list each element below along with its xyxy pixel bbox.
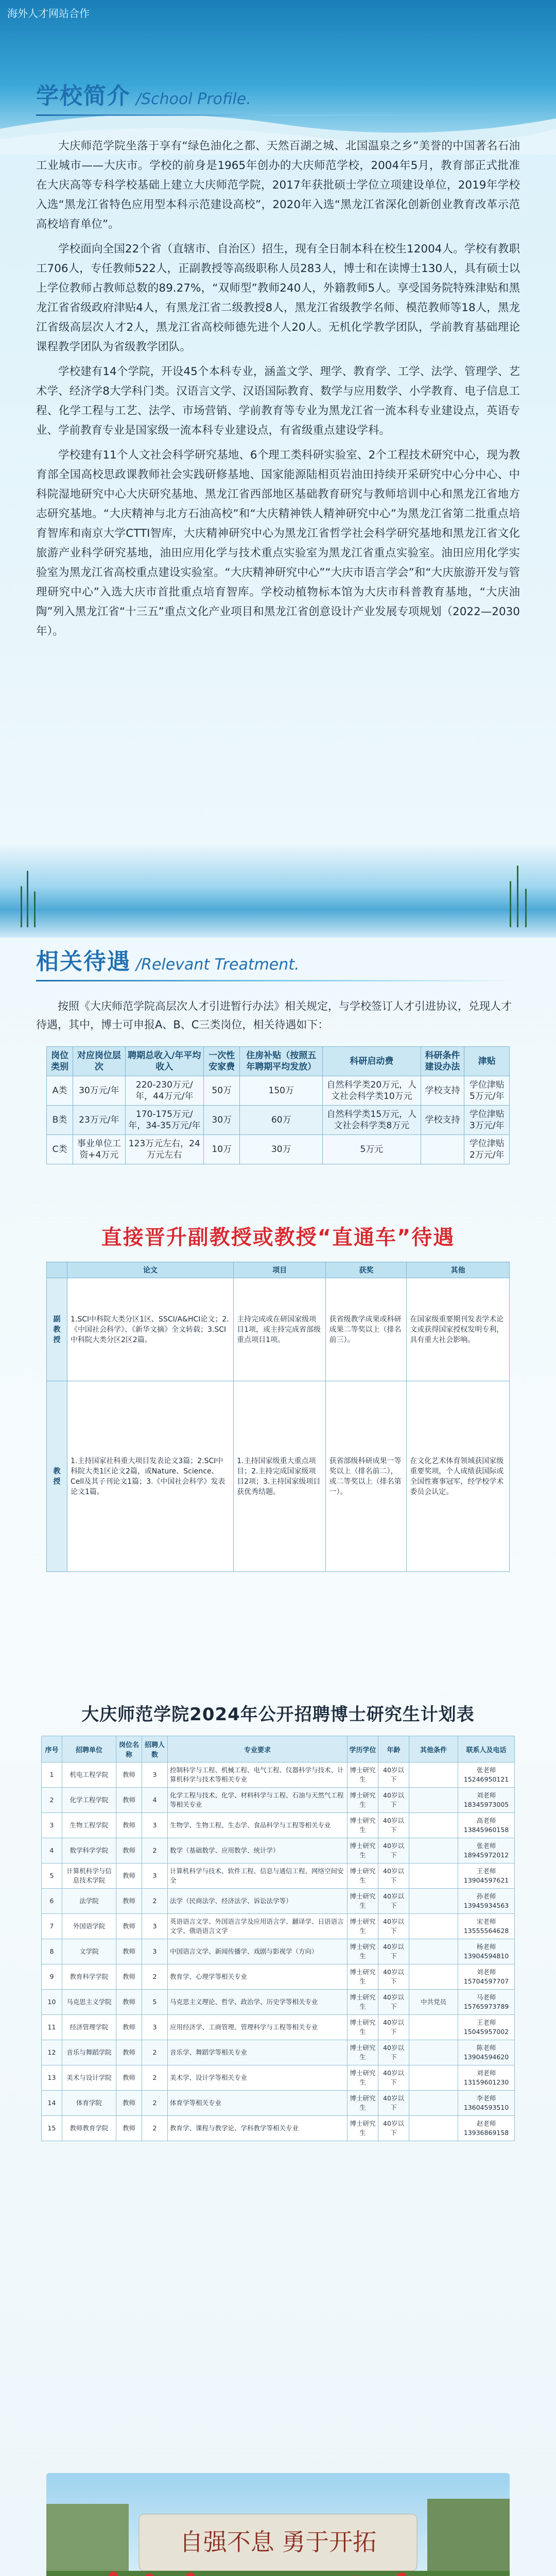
table-cell: 5 <box>142 1990 168 2015</box>
table-cell: 赵老师 13936869158 <box>458 2116 515 2141</box>
table-cell: 博士研究生 <box>348 2065 378 2091</box>
table-row <box>42 1762 515 1788</box>
table-cell: 生物学、生物工程、生态学、食品科学与工程等相关专业 <box>168 1813 348 1838</box>
table-header: 科研条件建设办法 <box>421 1047 464 1076</box>
table-header: 项目 <box>234 1262 326 1278</box>
table-header: 岗位类别 <box>47 1047 73 1076</box>
table-header: 论文 <box>67 1262 234 1278</box>
table-cell: 计算机科学与技术、软件工程、信息与通信工程、网络空间安全 <box>168 1863 348 1889</box>
table-cell: 音乐学、舞蹈学等相关专业 <box>168 2040 348 2065</box>
table-cell: 教师 <box>116 1813 142 1838</box>
table-cell: 2 <box>42 1788 62 1813</box>
table-cell: 170-175万元/年，34-35万元/年 <box>125 1106 204 1135</box>
table-cell <box>409 1964 458 1990</box>
table-row <box>47 1135 510 1164</box>
table-cell: 220-230万元/年，44万元/年 <box>125 1076 204 1106</box>
table-cell: 博士研究生 <box>348 2091 378 2116</box>
profile-paragraph: 学校面向全国22个省（直辖市、自治区）招生，现有全日制本科在校生12004人。学校有教职工706人，专任教师522人，正副教授等高级职称人员283人，博士和在读博士130人，具有硕士以上学位教师占教师总数的89.27%，“双师型”教师240人，外籍教师5人。享受国务院特殊津贴和黑龙江省省级政府津贴4人，有黑龙江省二级教授8人，黑龙江省级教学名师、模范教师等18人，黑龙江省级高层次人才2人，黑龙江省高校师德先进个人20人。无机化学教学团队，学前教育基础理论课程教学团队为省级教学团队。 <box>36 243 520 353</box>
table-cell: 15 <box>42 2116 62 2141</box>
table-cell: 高老师 13845960158 <box>458 1813 515 1838</box>
table-cell: 教师 <box>116 2015 142 2040</box>
table-cell: 学校支持 <box>421 1106 464 1135</box>
table-cell: 14 <box>42 2091 62 2116</box>
table-cell: 生物工程学院 <box>62 1813 116 1838</box>
table-cell: 1.主持国家社科重大项目发表论文3篇；2.SCI中科院大类1区论文2篇，或Nature、Science、Cell及其子刊论文1篇；3.《中国社会科学》发表论文1篇。 <box>67 1381 234 1572</box>
table-cell: 数学科学学院 <box>62 1838 116 1863</box>
table-cell: 教师 <box>116 1788 142 1813</box>
table-cell: 2 <box>142 2116 168 2141</box>
table-cell: 学位津贴2万元/年 <box>464 1135 510 1164</box>
table-cell: 40岁以下 <box>378 1939 409 1964</box>
table-cell: 马老师 15765973789 <box>458 1990 515 2015</box>
table-cell: 40岁以下 <box>378 2015 409 2040</box>
table-cell: 4 <box>42 1838 62 1863</box>
table-cell: 美术学、设计学等相关专业 <box>168 2065 348 2091</box>
table-cell: 40岁以下 <box>378 2091 409 2116</box>
table-cell: 应用经济学、工商管理、管理科学与工程等相关专业 <box>168 2015 348 2040</box>
table-cell: 法学院 <box>62 1889 116 1914</box>
table-cell <box>409 2015 458 2040</box>
table-cell <box>409 1939 458 1964</box>
table-cell: 中共党员 <box>409 1990 458 2015</box>
table-cell: 40岁以下 <box>378 1964 409 1990</box>
table-cell: 6 <box>42 1889 62 1914</box>
heading-underline <box>36 114 520 116</box>
table-cell: 博士研究生 <box>348 2116 378 2141</box>
table-cell: 王老师 13904597621 <box>458 1863 515 1889</box>
table-cell: 1.SCI中科院大类分区1区、SSCI/A&HCI论文；2.《中国社会科学》、《新华文摘》全文转载；3.SCI中科院大类分区2区2篇。 <box>67 1278 234 1381</box>
header-caption: 海外人才网站合作 <box>7 7 90 20</box>
table-cell: 陈老师 13904594620 <box>458 2040 515 2065</box>
treatment-title-zh: 相关待遇 <box>36 948 131 975</box>
table-cell: 博士研究生 <box>348 1914 378 1939</box>
table-cell: 40岁以下 <box>378 2065 409 2091</box>
plan-title: 大庆师范学院2024年公开招聘博士研究生计划表 <box>81 1704 475 1725</box>
table-cell: 化学工程与技术、化学、材料科学与工程、石油与天然气工程等相关专业 <box>168 1788 348 1813</box>
table-row <box>47 1076 510 1106</box>
table-cell: A类 <box>47 1076 73 1106</box>
table-cell: 教师 <box>116 1762 142 1788</box>
table-cell: 学位津贴5万元/年 <box>464 1076 510 1106</box>
table-cell: 获省级教学成果或科研成果二等奖以上（排名前三）。 <box>326 1278 407 1381</box>
table-header: 获奖 <box>326 1262 407 1278</box>
lake-decoration <box>0 845 556 938</box>
table-cell: 教师 <box>116 1863 142 1889</box>
treatment-heading <box>0 943 556 976</box>
table-cell: 主持完成或在研国家级项目1项，或主持完成省部级重点项目1项。 <box>234 1278 326 1381</box>
table-header: 专业要求 <box>168 1736 348 1762</box>
table-cell <box>409 1889 458 1914</box>
table-cell: 12 <box>42 2040 62 2065</box>
table-cell: 40岁以下 <box>378 1762 409 1788</box>
table-cell: 23万元/年 <box>73 1106 125 1135</box>
table-cell: 马克思主义学院 <box>62 1990 116 2015</box>
table-cell: 2 <box>142 1889 168 1914</box>
table-cell: 教师 <box>116 1964 142 1990</box>
profile-paragraph: 大庆师范学院坐落于享有“绿色油化之都、天然百湖之城、北国温泉之乡”美誉的中国著名石油工业城市——大庆市。学校的前身是1965年创办的大庆师范学校，2004年5月，教育部正式批准在大庆高等专科学校基础上建立大庆师范学院，2017年获批硕士学位立项建设单位，2019年学校入选“黑龙江省特色应用型本科示范建设高校”，2020年入选“黑龙江省深化创新创业教育改革示范高校培育单位”。 <box>36 140 520 231</box>
table-cell: 机电工程学院 <box>62 1762 116 1788</box>
table-cell: 教师 <box>116 2091 142 2116</box>
table-cell: 外国语学院 <box>62 1914 116 1939</box>
table-cell: 博士研究生 <box>348 1964 378 1990</box>
table-row <box>42 1914 515 1939</box>
recruitment-plan-table <box>41 1736 515 2141</box>
table-cell: 40岁以下 <box>378 1914 409 1939</box>
table-cell <box>409 2116 458 2141</box>
table-cell: 学校支持 <box>421 1076 464 1106</box>
table-header: 年龄 <box>378 1736 409 1762</box>
table-cell: 学位津贴3万元/年 <box>464 1106 510 1135</box>
table-cell: 博士研究生 <box>348 1838 378 1863</box>
table-cell: 宋老师 13555564628 <box>458 1914 515 1939</box>
table-cell: 10万 <box>204 1135 240 1164</box>
table-cell: 教育学、课程与教学论、学科教学等相关专业 <box>168 2116 348 2141</box>
treatment-section <box>0 943 556 1164</box>
table-cell <box>409 1914 458 1939</box>
table-cell: 教师 <box>116 1838 142 1863</box>
table-cell: 40岁以下 <box>378 1889 409 1914</box>
table-cell: 刘老师 18345973005 <box>458 1788 515 1813</box>
table-cell: 9 <box>42 1964 62 1990</box>
table-cell: 教师 <box>116 2065 142 2091</box>
table-cell: 40岁以下 <box>378 2040 409 2065</box>
promotion-table <box>46 1262 510 1572</box>
table-header: 岗位名称 <box>116 1736 142 1762</box>
table-cell <box>409 2040 458 2065</box>
school-profile-title-en: /School Profile. <box>136 90 251 108</box>
table-row <box>42 1863 515 1889</box>
profile-paragraph: 学校建有14个学院，开设45个本科专业，涵盖文学、理学、教育学、工学、法学、管理学、艺术学、经济学8大学科门类。汉语言文学、汉语国际教育、数学与应用数学、小学教育、电子信息工程、化学工程与工艺、法学、市场营销、学前教育等专业为黑龙江省一流本科专业建设点，英语专业、学前教育专业是国家级一流本科专业建设点，有省级重点建设学科。 <box>36 365 520 437</box>
school-profile-heading <box>0 77 556 110</box>
table-cell <box>409 1863 458 1889</box>
table-cell: 教师教育学院 <box>62 2116 116 2141</box>
table-cell: 化学工程学院 <box>62 1788 116 1813</box>
table-row <box>42 2040 515 2065</box>
table-cell: 中国语言文学、新闻传播学、戏剧与影视学（方向） <box>168 1939 348 1964</box>
table-cell: 40岁以下 <box>378 1788 409 1813</box>
table-cell: 2 <box>142 1964 168 1990</box>
table-cell: 10 <box>42 1990 62 2015</box>
promotion-title: 直接晋升副教授或教授“直通车”待遇 <box>101 1226 455 1249</box>
school-profile-section <box>0 77 556 647</box>
table-header <box>47 1262 67 1278</box>
table-cell: 150万 <box>240 1076 323 1106</box>
table-cell: 自然科学类20万元，人文社会科学类10万元 <box>323 1076 421 1106</box>
table-cell: 体育学等相关专业 <box>168 2091 348 2116</box>
table-cell: 马克思主义理论、哲学、政治学、历史学等相关专业 <box>168 1990 348 2015</box>
table-cell: 3 <box>142 2015 168 2040</box>
table-cell: 博士研究生 <box>348 1813 378 1838</box>
table-cell <box>409 1813 458 1838</box>
table-cell <box>409 2065 458 2091</box>
table-cell: 教育学、心理学等相关专业 <box>168 1964 348 1990</box>
table-cell: 法学（民商法学、经济法学、诉讼法学等） <box>168 1889 348 1914</box>
table-cell: 5 <box>42 1863 62 1889</box>
table-header: 对应岗位层次 <box>73 1047 125 1076</box>
table-cell <box>409 1838 458 1863</box>
table-cell: 博士研究生 <box>348 2015 378 2040</box>
table-cell: 教师 <box>116 1939 142 1964</box>
table-cell: 张老师 15246950121 <box>458 1762 515 1788</box>
table-cell: 博士研究生 <box>348 1990 378 2015</box>
table-cell: 在文化艺术体育领域获国家级重要奖项，个人成绩获国际或全国性赛事冠军，经学校学术委员会认定。 <box>407 1381 510 1572</box>
table-header: 招聘人数 <box>142 1736 168 1762</box>
table-header: 科研启动费 <box>323 1047 421 1076</box>
table-cell: 2 <box>142 2091 168 2116</box>
table-header: 津贴 <box>464 1047 510 1076</box>
table-cell: 3 <box>142 1863 168 1889</box>
table-row <box>42 1990 515 2015</box>
school-profile-body <box>36 137 520 641</box>
table-cell: 30万 <box>204 1106 240 1135</box>
promotion-row-label: 教授 <box>47 1381 67 1572</box>
table-cell: 30万 <box>240 1135 323 1164</box>
table-cell: 4 <box>142 1788 168 1813</box>
table-row <box>42 1939 515 1964</box>
table-row <box>42 2091 515 2116</box>
table-row <box>42 1838 515 1863</box>
table-row <box>42 1813 515 1838</box>
treatment-title-en: /Relevant Treatment. <box>136 956 300 974</box>
table-header: 联系人及电话 <box>458 1736 515 1762</box>
table-header: 聘期总收入/年平均收入 <box>125 1047 204 1076</box>
table-cell: 王老师 15045957002 <box>458 2015 515 2040</box>
table-row <box>42 1964 515 1990</box>
table-header: 一次性安家费 <box>204 1047 240 1076</box>
table-cell <box>409 1762 458 1788</box>
table-cell <box>421 1135 464 1164</box>
table-cell: 3 <box>142 1762 168 1788</box>
table-row <box>47 1381 510 1572</box>
treatment-intro: 按照《大庆师范学院高层次人才引进暂行办法》相关规定，与学校签订人才引进协议，兑现人才待遇，其中，博士可申报A、B、C三类岗位，相关待遇如下： <box>36 1000 512 1031</box>
table-cell: 40岁以下 <box>378 1838 409 1863</box>
campus-gate-photo <box>46 2473 510 2576</box>
table-row <box>42 2065 515 2091</box>
table-cell: 获省部级科研成果一等奖以上（排名前二），或二等奖以上（排名第一）。 <box>326 1381 407 1572</box>
heading-underline <box>36 980 520 981</box>
table-row <box>42 1788 515 1813</box>
table-cell: 3 <box>142 1813 168 1838</box>
table-cell: 教师 <box>116 2116 142 2141</box>
table-cell: 博士研究生 <box>348 1762 378 1788</box>
table-header: 住房补贴（按照五年聘期平均发放） <box>240 1047 323 1076</box>
table-cell: 1 <box>42 1762 62 1788</box>
table-row <box>47 1106 510 1135</box>
table-header: 招聘单位 <box>62 1736 116 1762</box>
table-cell: 张老师 18945972012 <box>458 1838 515 1863</box>
promotion-section <box>0 1221 556 1572</box>
table-row <box>42 2015 515 2040</box>
table-header: 其他 <box>407 1262 510 1278</box>
table-cell: 刘老师 15704597707 <box>458 1964 515 1990</box>
table-cell: 40岁以下 <box>378 1863 409 1889</box>
table-row <box>42 1889 515 1914</box>
table-cell: 2 <box>142 2040 168 2065</box>
table-cell: 博士研究生 <box>348 2040 378 2065</box>
table-cell: 3 <box>142 1939 168 1964</box>
table-cell: 美术与设计学院 <box>62 2065 116 2091</box>
table-cell: 3 <box>142 1914 168 1939</box>
table-row <box>47 1278 510 1381</box>
table-cell: 计算机科学与信息技术学院 <box>62 1863 116 1889</box>
table-cell: 控制科学与工程、机械工程、电气工程、仪器科学与技术、计算机科学与技术等相关专业 <box>168 1762 348 1788</box>
table-cell: 30万元/年 <box>73 1076 125 1106</box>
table-cell: 3 <box>42 1813 62 1838</box>
table-header: 学历学位 <box>348 1736 378 1762</box>
profile-paragraph: 学校建有11个人文社会科学研究基地、6个理工类科研实验室、2个工程技术研究中心，现为教育部全国高校思政课教师社会实践研修基地、国家能源陆相页岩油田持续开采研究中心分中心、中科院湿地研究中心大庆研究基地、黑龙江省西部地区基础教育研究与教师培训中心和黑龙江省地方志研究基地。“大庆精神与北方石油高校”和“大庆精神铁人精神研究中心”为黑龙江省第二批重点培育智库和南京大学CTTI智库，大庆精神研究中心为黑龙江省哲学社会科学研究基地和黑龙江省文化旅游产业科学研究基地，油田应用化学与技术重点实验室为黑龙江省重点实验室。油田应用化学实验室为黑龙江省高校重点建设实验室。“大庆精神研究中心”“大庆市语言学会”和“大庆旅游开发与管理研究中心”入选大庆市首批重点培育智库。学校动植物标本馆为大庆市科普教育基地，“大庆油陶”列入黑龙江省“十三五”重点文化产业项目和黑龙江省创意设计产业发展专项规划（2022—2030年）。 <box>36 449 520 638</box>
table-cell: 5万元 <box>323 1135 421 1164</box>
table-cell: 杨老师 13904594810 <box>458 1939 515 1964</box>
table-header: 其他条件 <box>409 1736 458 1762</box>
table-cell: 教师 <box>116 1889 142 1914</box>
table-cell: 在国家级重要期刊发表学术论文或获得国家授权发明专利，具有重大社会影响。 <box>407 1278 510 1381</box>
table-cell: 自然科学类15万元，人文社会科学类8万元 <box>323 1106 421 1135</box>
table-cell: 60万 <box>240 1106 323 1135</box>
table-cell: 教师 <box>116 1990 142 2015</box>
promotion-row-label: 副教授 <box>47 1278 67 1381</box>
table-cell: 李老师 13604593510 <box>458 2091 515 2116</box>
table-cell: 8 <box>42 1939 62 1964</box>
table-cell: 教师 <box>116 1914 142 1939</box>
table-cell: B类 <box>47 1106 73 1135</box>
table-cell: 体育学院 <box>62 2091 116 2116</box>
table-cell: 40岁以下 <box>378 1813 409 1838</box>
table-cell: 7 <box>42 1914 62 1939</box>
table-cell: 123万元左右，24万元左右 <box>125 1135 204 1164</box>
table-cell: 教育科学学院 <box>62 1964 116 1990</box>
school-profile-title-zh: 学校简介 <box>36 83 131 109</box>
table-cell: 事业单位工资+4万元 <box>73 1135 125 1164</box>
table-cell: 文学院 <box>62 1939 116 1964</box>
table-cell <box>409 1788 458 1813</box>
table-cell: 教师 <box>116 2040 142 2065</box>
treatment-table <box>46 1046 510 1164</box>
table-cell: 音乐与舞蹈学院 <box>62 2040 116 2065</box>
table-cell: 博士研究生 <box>348 1939 378 1964</box>
table-cell: 11 <box>42 2015 62 2040</box>
table-cell: 40岁以下 <box>378 2116 409 2141</box>
table-cell: 2 <box>142 1838 168 1863</box>
table-cell: 数学（基础数学、应用数学、统计学） <box>168 1838 348 1863</box>
table-cell: 2 <box>142 2065 168 2091</box>
table-cell: 英语语言文学、外国语言学及应用语言学、翻译学、日语语言文学、俄语语言文学 <box>168 1914 348 1939</box>
table-cell: 1.主持国家级重大重点项目；2.主持完成国家级项目2项；3.主持国家级项目获优秀结题。 <box>234 1381 326 1572</box>
table-cell: 博士研究生 <box>348 1863 378 1889</box>
table-cell: 孙老师 13945934563 <box>458 1889 515 1914</box>
table-row <box>42 2116 515 2141</box>
table-cell: 经济管理学院 <box>62 2015 116 2040</box>
table-cell: C类 <box>47 1135 73 1164</box>
table-cell: 50万 <box>204 1076 240 1106</box>
gate-inscription: 自强不息 勇于开拓 <box>179 2528 377 2556</box>
table-cell: 博士研究生 <box>348 1889 378 1914</box>
table-cell <box>409 2091 458 2116</box>
recruitment-plan-section <box>0 1700 556 2141</box>
table-header: 序号 <box>42 1736 62 1762</box>
table-cell: 博士研究生 <box>348 1788 378 1813</box>
table-cell: 13 <box>42 2065 62 2091</box>
table-cell: 刘老师 13159601230 <box>458 2065 515 2091</box>
table-cell: 40岁以下 <box>378 1990 409 2015</box>
